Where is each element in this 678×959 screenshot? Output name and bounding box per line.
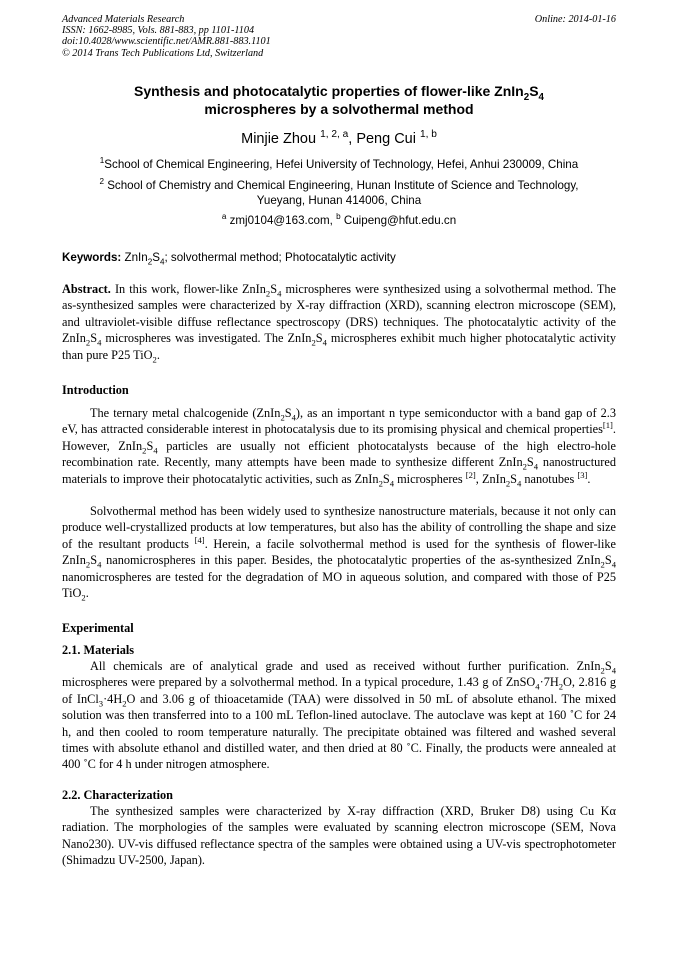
abstract-label: Abstract. [62, 282, 111, 296]
intro-paragraph-2: Solvothermal method has been widely used to synthesize nanostructure materials, because it not only can produce well-crystallized products at low temperatures, but also has the ability of controlling the shape and size of the resultant products [4]. Herein, a facile solvothermal method is used for the synthesis of flower-like $ZnIn_2S_4$ nanomicrospheres in this paper. Besides, the photocatalytic properties of the as-synthesized $ZnIn_2S_4$ nanomicrospheres are tested for the degradation of MO in aqueous solution, and compared with those of P25 TiO$_2$. [62, 504, 616, 603]
subsection-heading-materials: 2.1. Materials [62, 643, 135, 657]
intro-paragraph-1: The ternary metal chalcogenide $(ZnIn_2S_4)$, as an important n type semiconductor with a band gap of 2.3 eV, has attracted considerable interest in photocatalysis due to its promising physical and chemical properties[1]. However, $ZnIn_2S_4$ particles are usually not efficient photocatalysts because of the high electro-hole recombination rate. Recently, many attempts have been made to synthesize different $ZnIn_2S_4$ nanostructured materials to improve their photocatalytic activities, such as $ZnIn_2S_4$ microspheres [2], $ZnIn_2S_4$ nanotubes [3]. [62, 406, 616, 489]
author-name: Peng Cui [356, 131, 416, 147]
copyright-line: © 2014 Trans Tech Publications Ltd, Switzerland [62, 47, 264, 59]
citation: [2] [465, 469, 476, 480]
abstract: Abstract. In this work, flower-like $ZnIn_2S_4$ microspheres were synthesized using a solvothermal method. The as-synthesized samples were characterized by X-ray diffraction (XRD), scanning electron microscope (SEM), and ultraviolet-visible diffuse reflectance spectroscopy (DRS) techniques. The photocatalytic activity of the $ZnIn_2S_4$ microspheres was investigated. The $ZnIn_2S_4$ microspheres exhibit much higher photocatalytic activity than pure P25 TiO$_2$. [62, 282, 616, 365]
section-heading-experimental: Experimental [62, 621, 134, 635]
keywords: Keywords: $ZnIn_2S_4$; solvothermal method; Photocatalytic activity [62, 251, 396, 267]
characterization-paragraph: The synthesized samples were characterized by X-ray diffraction (XRD, Bruker D8) using Cu Kα radiation. The morphologies of the samples were evaluated by scanning electron microscope (SEM, Nova Nano230). UV-vis diffused reflectance spectra of the samples were obtained using a UV-vis spectrophotometer (Shimadzu UV-2500, Japan). [62, 804, 616, 868]
affiliation-1: $^1$School of Chemical Engineering, Hefei University of Technology, Hefei, Anhui 230009, China [99, 156, 579, 171]
online-date: Online: 2014-01-16 [534, 14, 616, 25]
citation: [1] [602, 420, 613, 431]
author-emails: $^a$ zmj0104@163.com, $^b$ Cuipeng@hfut.edu.cn [221, 212, 457, 227]
section-heading-introduction: Introduction [62, 383, 129, 397]
keywords-label: Keywords: [62, 251, 122, 264]
paper-title: Synthesis and photocatalytic properties of flower-like $ZnIn_2S_4$ microspheres by a solvothermal method [134, 83, 544, 117]
journal-name: Advanced Materials Research [62, 14, 185, 25]
author-list: Minjie Zhou $^{1, 2, a}$, Peng Cui $^{1, b}$ [241, 129, 437, 147]
journal-header [62, 14, 271, 59]
doi-line: doi:10.4028/www.scientific.net/AMR.881-883.1101 [62, 36, 271, 48]
citation: [4] [194, 534, 205, 545]
affiliation-2: $^2$ School of Chemistry and Chemical Engineering, Hunan Institute of Science and Technology, Yueyang, Hunan 414006, China [99, 177, 579, 207]
materials-paragraph: All chemicals are of analytical grade and used as received without further purification. $ZnIn_2S_4$ microspheres were prepared by a solvothermal method. In a typical procedure, 1.43 g of $ZnSO_4\cdot 7H_2O$, 2.816 g of $InCl_3\cdot 4H_2O$ and 3.06 g of thioacetamide (TAA) were dissolved in 50 mL of absolute ethanol. The mixed solution was then transferred into to a 100 mL Teflon-lined autoclave. The autoclave was kept at 160 ˚C for 24 h, and then cooled to room temperature naturally. The precipitate obtained was filtered and washed several times with absolute ethanol and distilled water, and then dried at 80 ˚C. Finally, the products were annealed at 400 ˚C for 4 h under nitrogen atmosphere. [62, 659, 616, 772]
citation: [3] [577, 469, 588, 480]
issn-line: ISSN: 1662-8985, Vols. 881-883, pp 1101-1104 [62, 25, 255, 37]
subsection-heading-characterization: 2.2. Characterization [62, 788, 173, 802]
author-name: Minjie Zhou [241, 131, 317, 147]
